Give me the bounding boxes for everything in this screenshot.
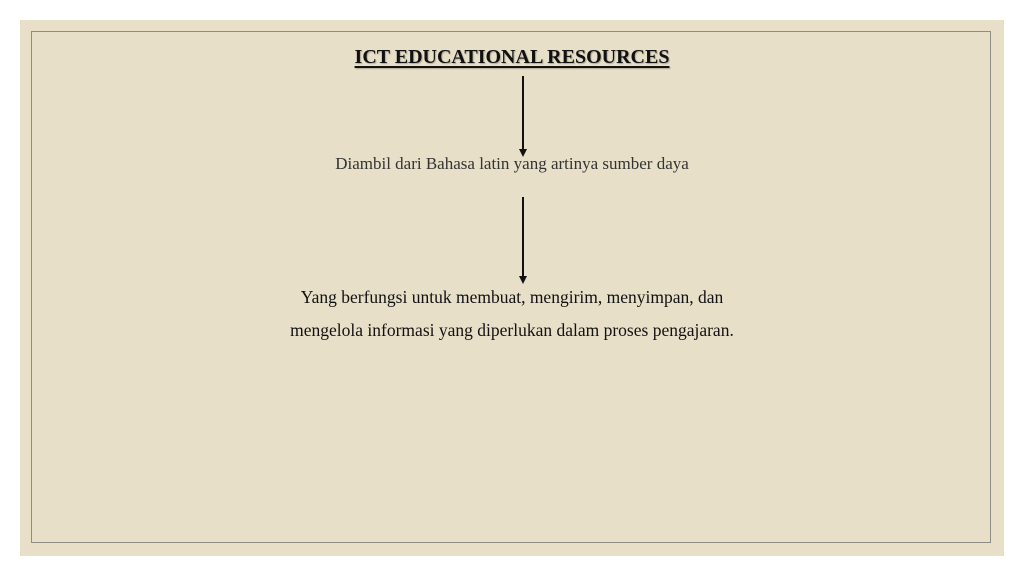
down-arrow-2-icon <box>516 197 530 285</box>
slide-title: ICT EDUCATIONAL RESOURCES <box>354 46 670 68</box>
definition-text: Diambil dari Bahasa latin yang artinya sumber daya <box>335 154 689 173</box>
function-line-2: mengelola informasi yang diperlukan dalam proses pengajaran. <box>290 320 734 340</box>
down-arrow-1-icon <box>516 76 530 158</box>
function-line-1: Yang berfungsi untuk membuat, mengirim, menyimpan, dan <box>300 287 724 307</box>
function-paragraph <box>0 281 1024 347</box>
